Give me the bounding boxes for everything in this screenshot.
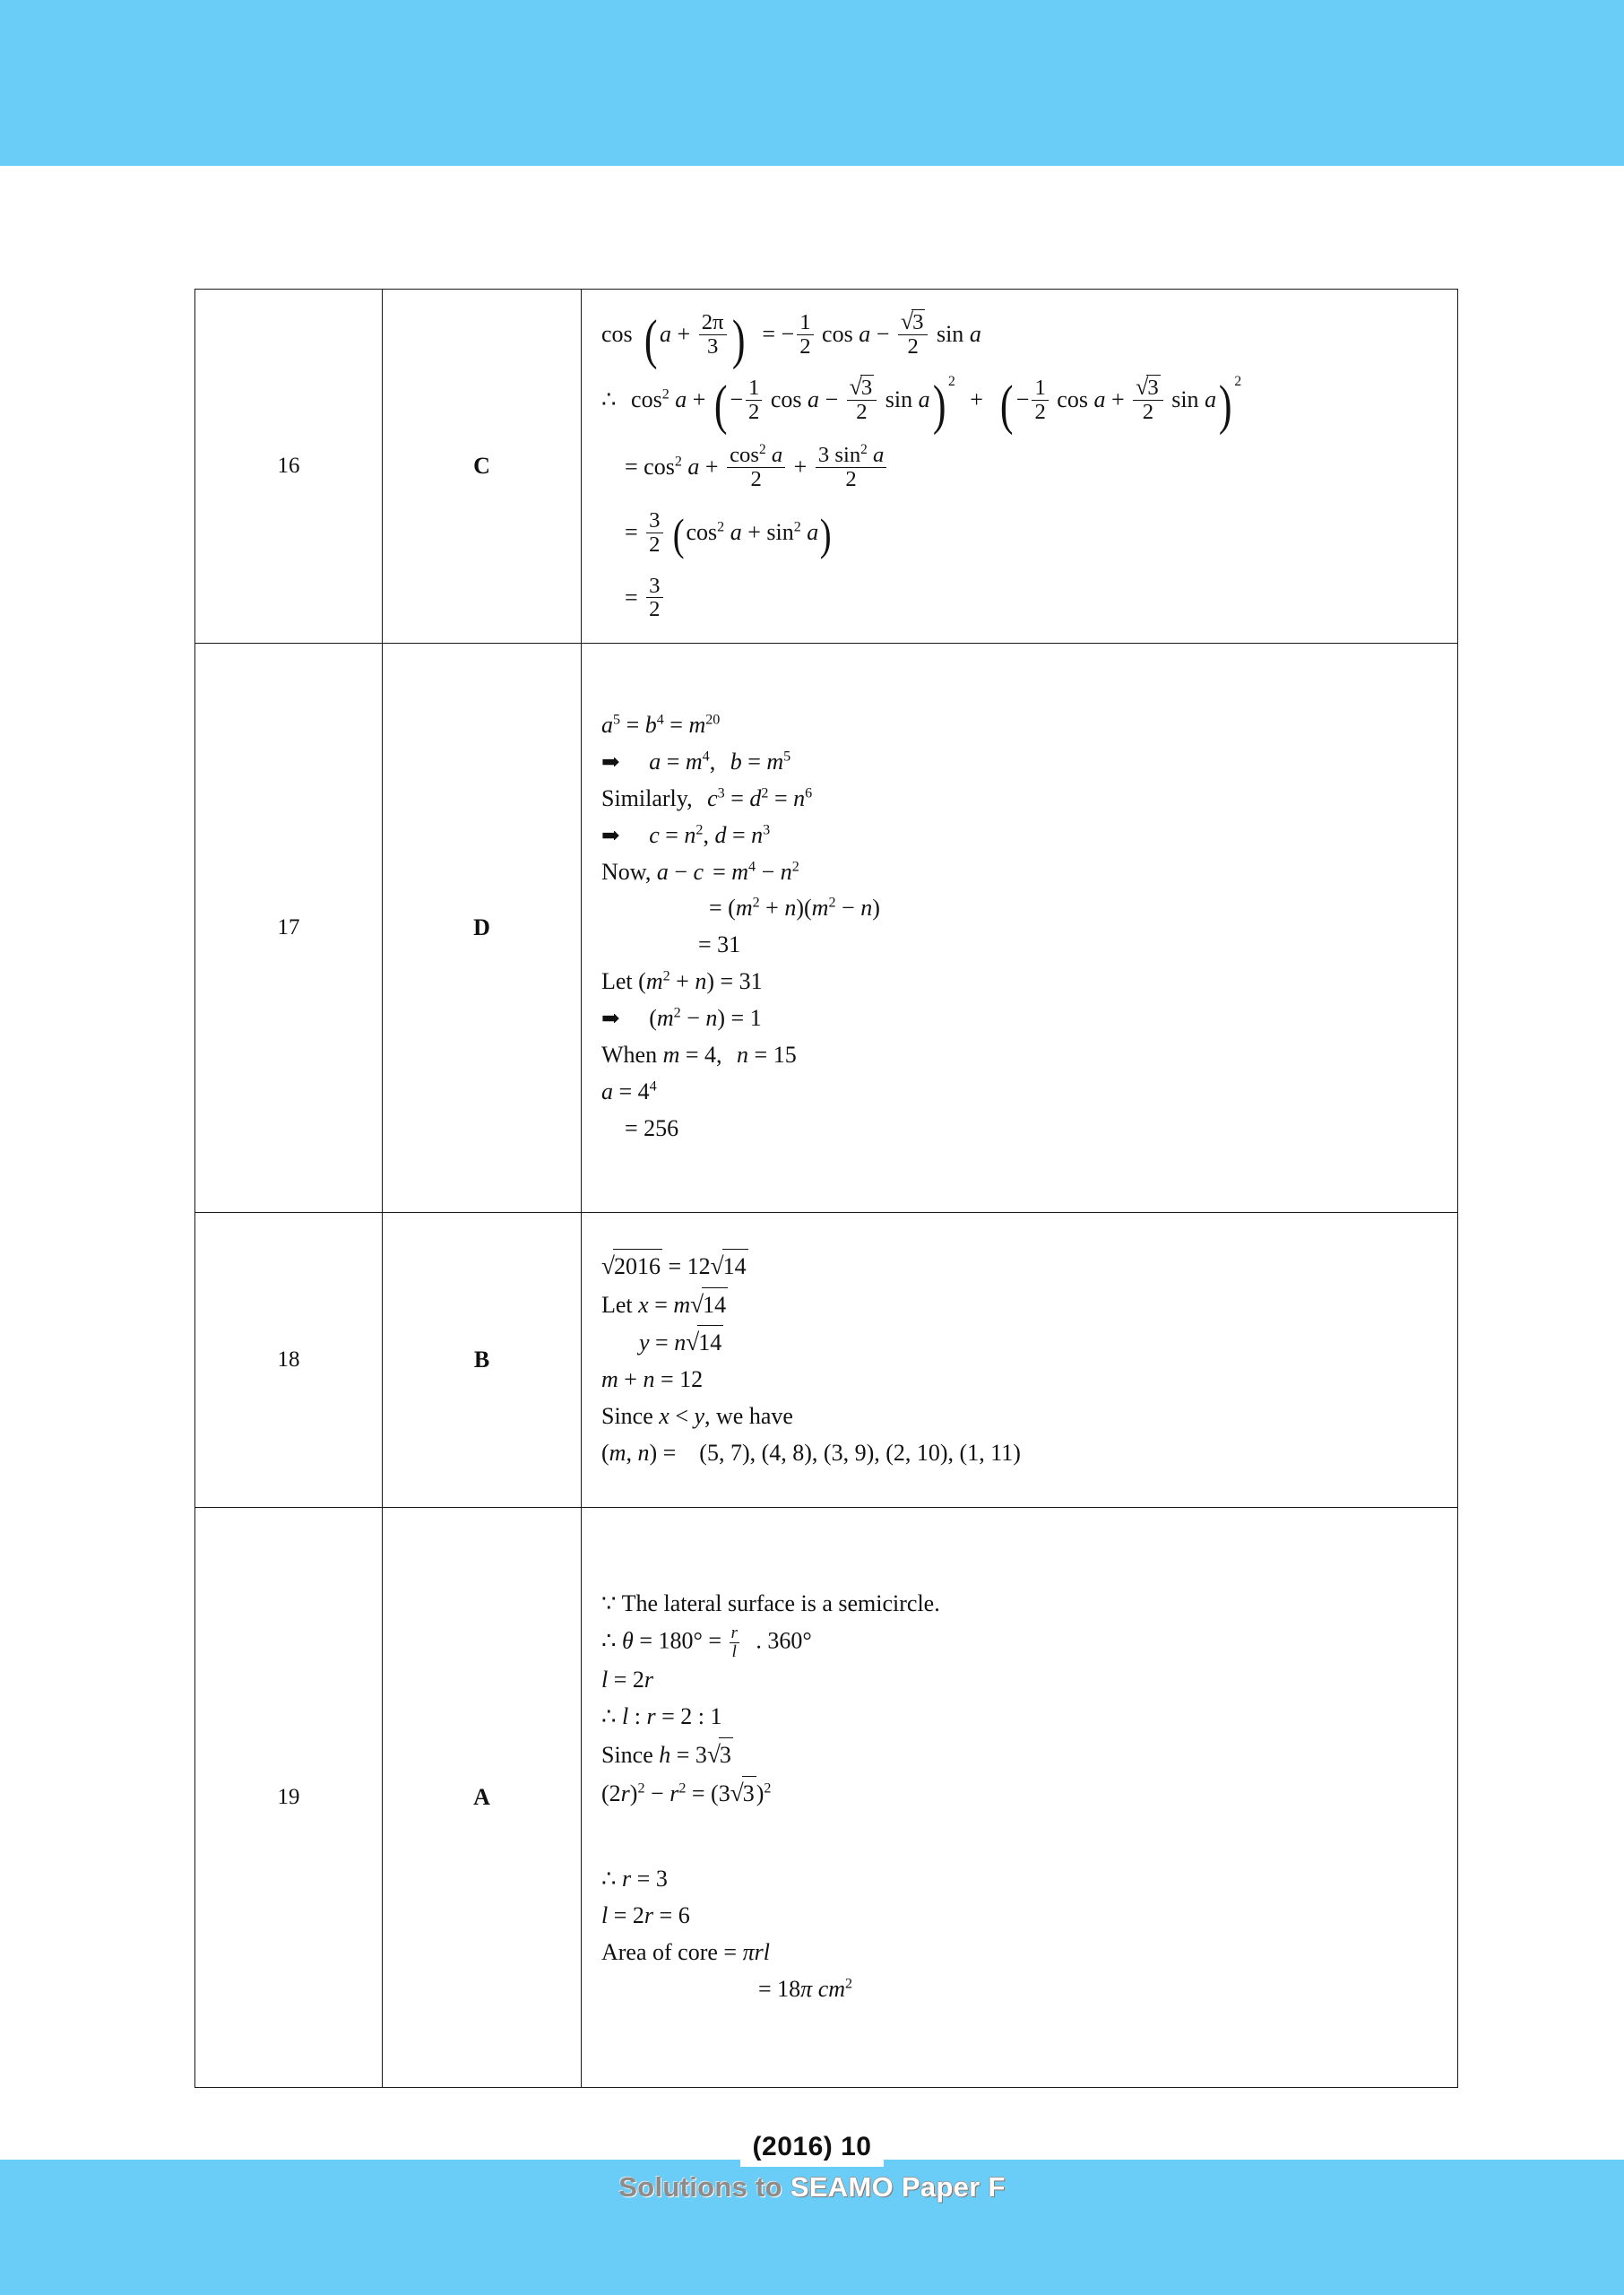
math-line: = $\frac{3}{2}$	[601, 575, 1441, 622]
math-line: cos ( a + $\frac{2\pi}{3}$ ) = − $\frac{1}{2}$ cos a − $\frac{√3}{2}$ sin a	[601, 308, 981, 371]
question-number: 19	[277, 1785, 300, 1810]
working-content	[582, 1229, 1457, 1492]
working-content	[582, 1568, 1457, 2027]
math-line: (m, n) = (5, 7), (4, 8), (3, 9), (2, 10), (1, 11)	[601, 1440, 1021, 1467]
math-line: When m = 4, n = 15	[601, 1042, 797, 1069]
math-line: $a^5 = b^4 = m^{20}$	[601, 711, 721, 738]
answer-letter: B	[473, 1347, 490, 1373]
answer-cell	[383, 1508, 582, 2088]
answer-letter: D	[473, 914, 490, 941]
working-cell	[582, 1508, 1458, 2088]
working-cell	[582, 1213, 1458, 1508]
math-line: Let x = m√14	[601, 1287, 1441, 1322]
math-line: l = 2r = 6	[601, 1901, 690, 1928]
top-banner	[0, 0, 1624, 166]
math-line: Let $(m^2 + n) = 31$	[601, 968, 763, 995]
math-line: ∵ The lateral surface is a semicircle.	[601, 1590, 940, 1617]
math-line: ∴ r = 3	[601, 1865, 668, 1892]
question-number: 18	[277, 1347, 300, 1373]
math-line: m + n = 12	[601, 1366, 704, 1393]
math-line: Similarly, $c^3 = d^2 = n^6$	[601, 784, 813, 811]
answer-cell	[383, 1213, 582, 1508]
math-line: $a = 4^4$	[601, 1078, 657, 1104]
question-number-cell	[195, 1508, 383, 2088]
question-number-cell	[195, 644, 383, 1213]
math-line: = 18π $cm^2$	[758, 1975, 853, 2002]
working-content	[582, 290, 1457, 643]
math-line: ∴ θ = 180° = $\frac{r}{l}$ . 360°	[601, 1624, 812, 1661]
math-line: $(2r)^2 - r^2 = (3√3)^2$	[601, 1776, 1441, 1811]
footer-title	[0, 2172, 1624, 2203]
answer-cell	[383, 644, 582, 1213]
footer-title-prefix: Solutions to	[618, 2170, 790, 2203]
question-number-cell	[195, 1213, 383, 1508]
math-line: = 256	[625, 1114, 679, 1141]
footer	[0, 2129, 1624, 2203]
math-line: ➡ $a = m^4$, $b = m^5$	[601, 748, 791, 775]
working-cell	[582, 644, 1458, 1213]
working-content	[582, 689, 1457, 1167]
math-line: = $\cos^2 a$ + $\frac{\cos^2 a}{2}$ + $\frac{3 \sin^2 a}{2}$	[601, 444, 1441, 491]
table-row	[195, 1508, 1458, 2088]
question-number: 17	[277, 915, 300, 940]
math-line: ∴ $\cos^2 a$ + ( − $\frac{1}{2}$ cos a − $\frac{√3}{2}$ sin a) $^2$ + ( − $\frac{1}{2}$ cos a + $\frac{√3}{2}$ sin a) $^2$	[601, 373, 1242, 437]
math-line: Now, $a - c = m^4 - n^2$	[601, 858, 799, 885]
table-row	[195, 1213, 1458, 1508]
math-line: Area of core = πrl	[601, 1938, 770, 1965]
working-cell	[582, 290, 1458, 644]
math-line: Since x < y, we have	[601, 1403, 793, 1430]
footer-title-brand: SEAMO Paper F	[790, 2170, 1006, 2203]
math-line: Since h = 3√3	[601, 1737, 1441, 1772]
question-number: 16	[277, 454, 300, 479]
table-row	[195, 644, 1458, 1213]
table-row	[195, 290, 1458, 644]
math-line: = $(m^2 + n)(m^2 - n)$	[709, 895, 880, 922]
math-line: ➡ $(m^2 - n) = 1$	[601, 1005, 762, 1032]
question-number-cell	[195, 290, 383, 644]
answer-letter: A	[473, 1784, 490, 1811]
math-line: = 31	[698, 931, 741, 958]
solutions-table	[194, 289, 1458, 2088]
math-line: l = 2r	[601, 1667, 654, 1693]
math-line: ∴ l : r = 2 : 1	[601, 1703, 722, 1730]
answer-letter: C	[473, 453, 490, 480]
answer-cell	[383, 290, 582, 644]
math-line: ➡ $c = n^2$, $d = n^3$	[601, 821, 771, 848]
math-line: = $\frac{3}{2}$ ($\cos^2$ $a + \sin^2 a$)	[625, 507, 832, 559]
math-line: √2016 = 12√14	[601, 1249, 1441, 1284]
math-line: y = n√14	[601, 1325, 1441, 1360]
page-number-badge: (2016) 10	[740, 2129, 885, 2167]
